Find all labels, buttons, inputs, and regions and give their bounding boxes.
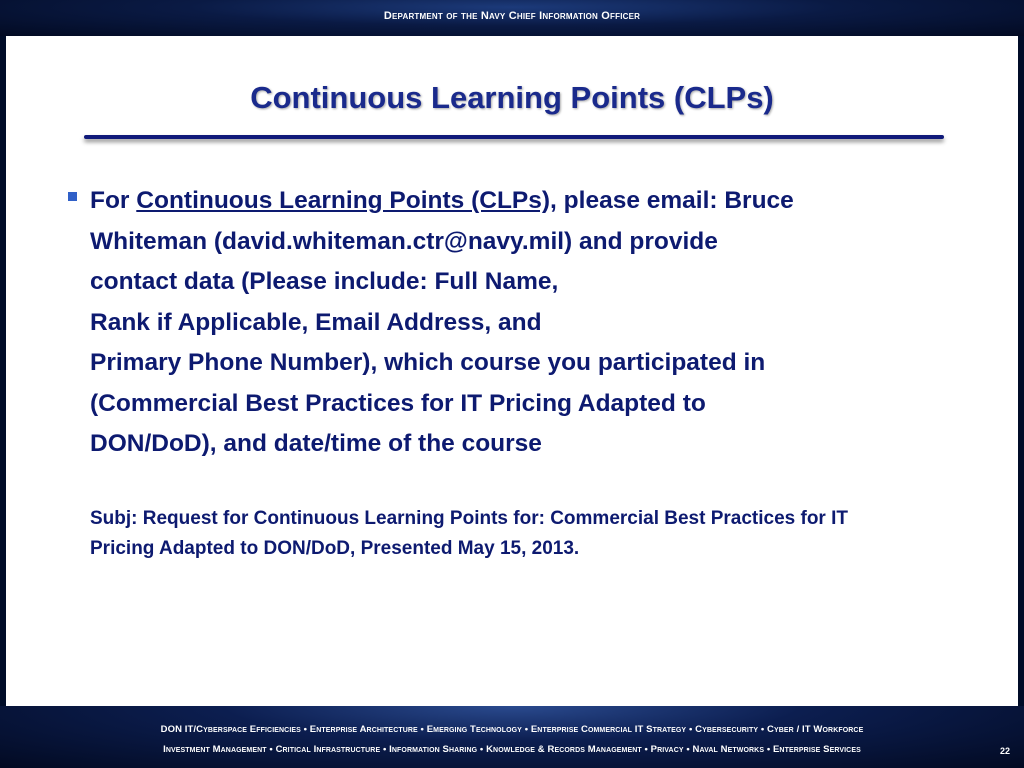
slide-body <box>6 36 1018 706</box>
subject-line <box>90 504 990 564</box>
bullet-line: Whiteman (david.whiteman.ctr@navy.mil) and provide <box>90 227 718 255</box>
header-bar <box>0 0 1024 36</box>
bullet-line: Rank if Applicable, Email Address, and <box>90 308 542 336</box>
title-divider <box>84 135 944 139</box>
page-number: 22 <box>999 746 1010 756</box>
slide-title: Continuous Learning Points (CLPs) <box>250 80 774 115</box>
subject-line-2: Pricing Adapted to DON/DoD, Presented May 15, 2013. <box>90 538 580 559</box>
bullet-line: DON/DoD), and date/time of the course <box>90 430 542 457</box>
bullet-line: (Commercial Best Practices for IT Pricing Adapted to <box>90 389 706 417</box>
bullet-prefix: For <box>90 187 137 214</box>
footer-topics-line-1: DON IT/Cyberspace Efficiencies • Enterprise Architecture • Emerging Technology • Enterprise Commercial IT Strategy • Cybersecurity • Cyber / IT Workforce <box>160 724 864 735</box>
bullet-text <box>90 181 946 465</box>
subject-line-1: Subj: Request for Continuous Learning Points for: Commercial Best Practices for IT <box>90 508 848 529</box>
bullet-line-text: please email: Bruce <box>556 187 794 214</box>
header-title: Department of the Navy Chief Information Officer <box>383 10 641 22</box>
bullet-line: Primary Phone Number), which course you participated in <box>90 349 766 376</box>
footer-topics-line-2: Investment Management • Critical Infrastructure • Information Sharing • Knowledge & Records Management • Privacy • Naval Networks • Enterprise Services <box>163 744 861 755</box>
bullet-line: contact data (Please include: Full Name, <box>90 268 559 295</box>
bullet-line <box>90 181 946 222</box>
clp-link[interactable]: Continuous Learning Points (CLPs), <box>136 187 557 214</box>
square-bullet-icon <box>68 192 77 201</box>
footer-bar <box>0 706 1024 768</box>
